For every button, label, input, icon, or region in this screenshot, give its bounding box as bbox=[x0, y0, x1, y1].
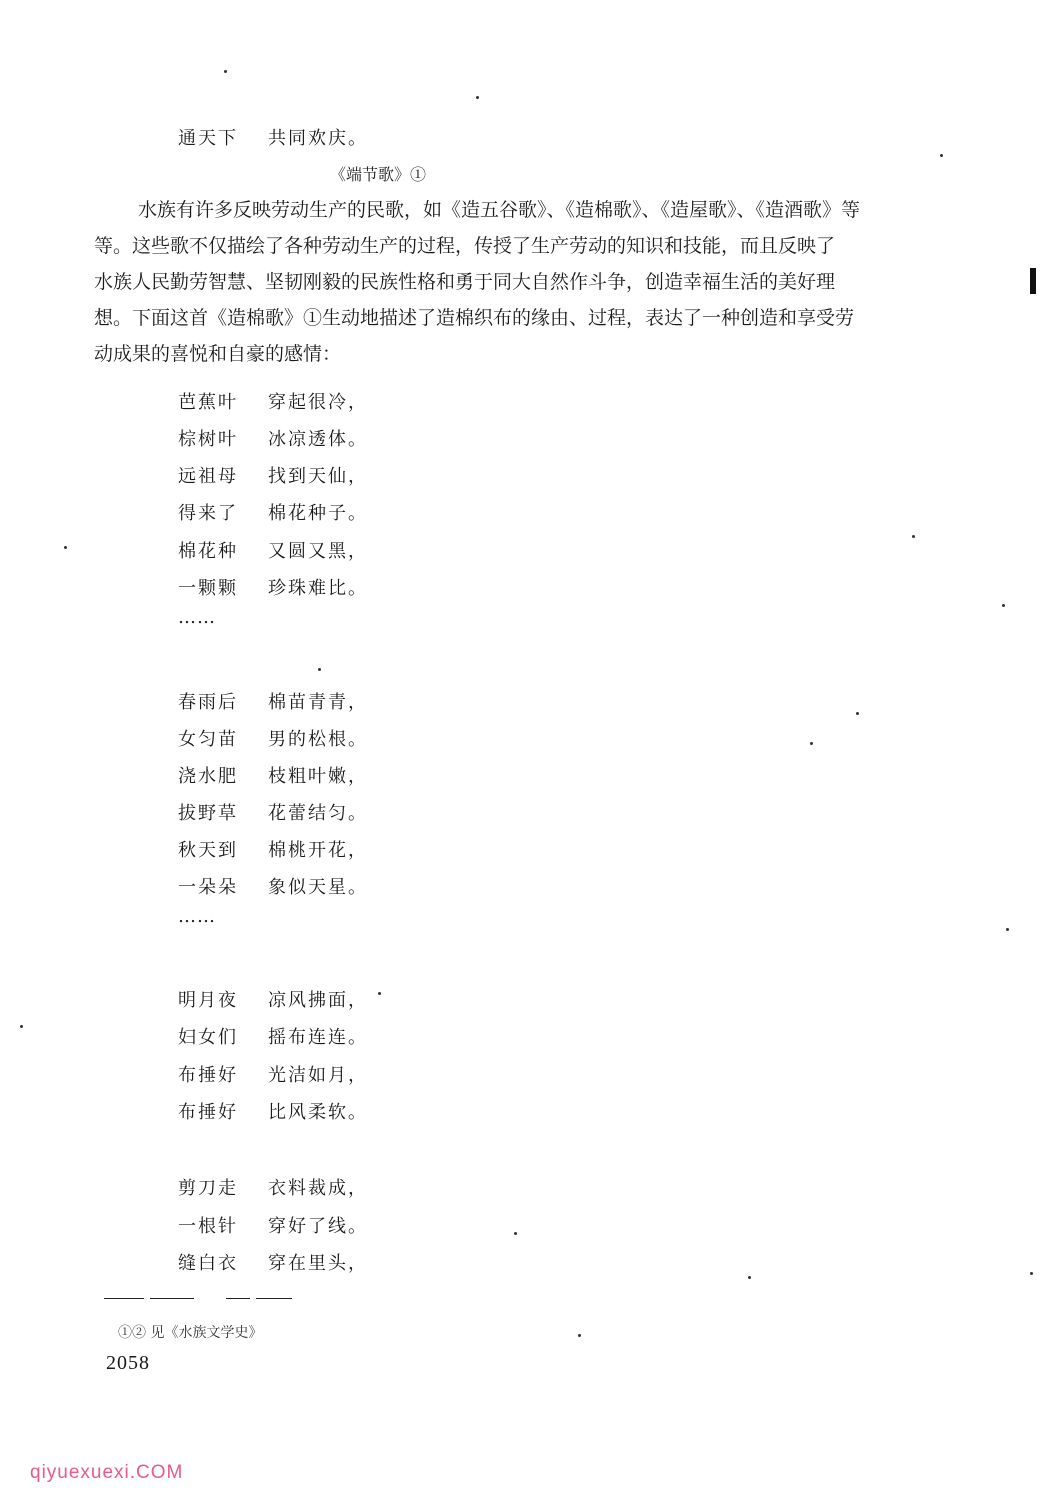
verse-second-half: 枝粗叶嫩， bbox=[268, 766, 368, 787]
verse-first-half: 远祖母 bbox=[178, 466, 238, 487]
verse-first-half: 布捶好 bbox=[178, 1102, 238, 1123]
verse-first-half: 春雨后 bbox=[178, 692, 238, 713]
scan-speck bbox=[1006, 928, 1009, 931]
verse-second-half: 棉苗青青， bbox=[268, 692, 368, 713]
verse-second-half: 摇布连连。 bbox=[268, 1027, 368, 1048]
verse-line bbox=[178, 1061, 368, 1087]
verse-first-half: 妇女们 bbox=[178, 1027, 238, 1048]
verse-second-half: 象似天星。 bbox=[268, 877, 368, 898]
watermark: qiyuexuexi.COM bbox=[30, 1462, 184, 1483]
verse-second-half: 棉桃开花， bbox=[268, 840, 368, 861]
ellipsis: …… bbox=[178, 906, 216, 927]
page-number: 2058 bbox=[106, 1352, 150, 1374]
verse-first-half: 拔野草 bbox=[178, 803, 238, 824]
verse-line bbox=[178, 762, 368, 788]
verse-second-half: 花蕾结匀。 bbox=[268, 803, 368, 824]
verse-second-half: 找到天仙， bbox=[268, 466, 368, 487]
paragraph-line: 水族人民勤劳智慧、坚韧刚毅的民族性格和勇于同大自然作斗争，创造幸福生活的美好理 bbox=[94, 271, 836, 293]
verse-first-half: 通天下 bbox=[178, 128, 238, 149]
scan-speck bbox=[940, 154, 943, 157]
verse-line bbox=[178, 499, 368, 525]
verse-second-half: 衣料裁成， bbox=[268, 1178, 368, 1199]
verse-first-half: 一根针 bbox=[178, 1216, 238, 1237]
verse-first-half: 缝白衣 bbox=[178, 1253, 238, 1274]
scan-speck bbox=[810, 742, 813, 745]
verse-first-half: 得来了 bbox=[178, 503, 238, 524]
verse-second-half: 珍珠难比。 bbox=[268, 578, 368, 599]
ellipsis: …… bbox=[178, 607, 216, 628]
verse-first-half: 棕树叶 bbox=[178, 429, 238, 450]
verse-line bbox=[178, 1023, 368, 1049]
verse-line bbox=[178, 688, 368, 714]
verse-first-half: 一朵朵 bbox=[178, 877, 238, 898]
verse-line bbox=[178, 1098, 368, 1124]
footnote-rule bbox=[150, 1298, 194, 1299]
verse-line bbox=[178, 799, 368, 825]
verse-line bbox=[178, 836, 368, 862]
verse-line bbox=[178, 1249, 368, 1275]
verse-second-half: 比风柔软。 bbox=[268, 1102, 368, 1123]
verse-second-half: 穿好了线。 bbox=[268, 1216, 368, 1237]
verse-first-half: 一颗颗 bbox=[178, 578, 238, 599]
scan-speck bbox=[224, 70, 227, 73]
scan-speck bbox=[748, 1276, 751, 1279]
scan-speck bbox=[476, 96, 479, 99]
verse-first-half: 棉花种 bbox=[178, 541, 238, 562]
verse-first-half: 布捶好 bbox=[178, 1065, 238, 1086]
scan-speck bbox=[578, 1334, 581, 1337]
verse-second-half: 穿在里头， bbox=[268, 1253, 368, 1274]
verse-first-half: 秋天到 bbox=[178, 840, 238, 861]
scan-speck bbox=[1030, 1272, 1033, 1275]
paragraph-line: 动成果的喜悦和自豪的感情： bbox=[94, 343, 342, 365]
verse-second-half: 又圆又黑， bbox=[268, 541, 368, 562]
paragraph-line: 水族有许多反映劳动生产的民歌，如《造五谷歌》、《造棉歌》、《造屋歌》、《造酒歌》等 bbox=[138, 199, 861, 221]
verse-second-half: 凉风拂面， bbox=[268, 990, 368, 1011]
song-caption: 《端节歌》① bbox=[330, 165, 427, 184]
paragraph-line: 想。下面这首《造棉歌》①生动地描述了造棉织布的缘由、过程，表达了一种创造和享受劳 bbox=[94, 307, 855, 329]
verse-second-half: 男的松根。 bbox=[268, 729, 368, 750]
verse-second-half: 棉花种子。 bbox=[268, 503, 368, 524]
verse-line bbox=[178, 873, 368, 899]
footnote-rule bbox=[256, 1298, 292, 1299]
footnote-rule bbox=[104, 1298, 144, 1299]
footnote: ①② 见《水族文学史》 bbox=[118, 1325, 263, 1341]
verse-line bbox=[178, 574, 368, 600]
footnote-rule bbox=[226, 1298, 250, 1299]
verse-line bbox=[178, 986, 368, 1012]
verse-first-half: 女匀苗 bbox=[178, 729, 238, 750]
scan-speck bbox=[514, 1232, 517, 1235]
verse-line bbox=[178, 124, 368, 150]
scan-speck bbox=[856, 712, 859, 715]
verse-first-half: 剪刀走 bbox=[178, 1178, 238, 1199]
paragraph-line: 等。这些歌不仅描绘了各种劳动生产的过程，传授了生产劳动的知识和技能，而且反映了 bbox=[94, 235, 836, 257]
verse-first-half: 明月夜 bbox=[178, 990, 238, 1011]
verse-line bbox=[178, 725, 368, 751]
scan-speck bbox=[1002, 604, 1005, 607]
verse-line bbox=[178, 425, 368, 451]
verse-line bbox=[178, 537, 368, 563]
scan-speck bbox=[64, 546, 67, 549]
verse-first-half: 芭蕉叶 bbox=[178, 392, 238, 413]
verse-second-half: 光洁如月， bbox=[268, 1065, 368, 1086]
scan-speck bbox=[378, 992, 381, 995]
scan-speck bbox=[318, 668, 321, 671]
scan-speck bbox=[912, 535, 915, 538]
verse-second-half: 共同欢庆。 bbox=[268, 128, 368, 149]
verse-second-half: 冰凉透体。 bbox=[268, 429, 368, 450]
verse-second-half: 穿起很冷， bbox=[268, 392, 368, 413]
margin-mark bbox=[1030, 268, 1036, 294]
body-paragraph bbox=[94, 192, 918, 372]
verse-line bbox=[178, 388, 368, 414]
verse-line bbox=[178, 462, 368, 488]
verse-line bbox=[178, 1212, 368, 1238]
verse-line bbox=[178, 1174, 368, 1200]
scan-speck bbox=[20, 1025, 23, 1028]
verse-first-half: 浇水肥 bbox=[178, 766, 238, 787]
